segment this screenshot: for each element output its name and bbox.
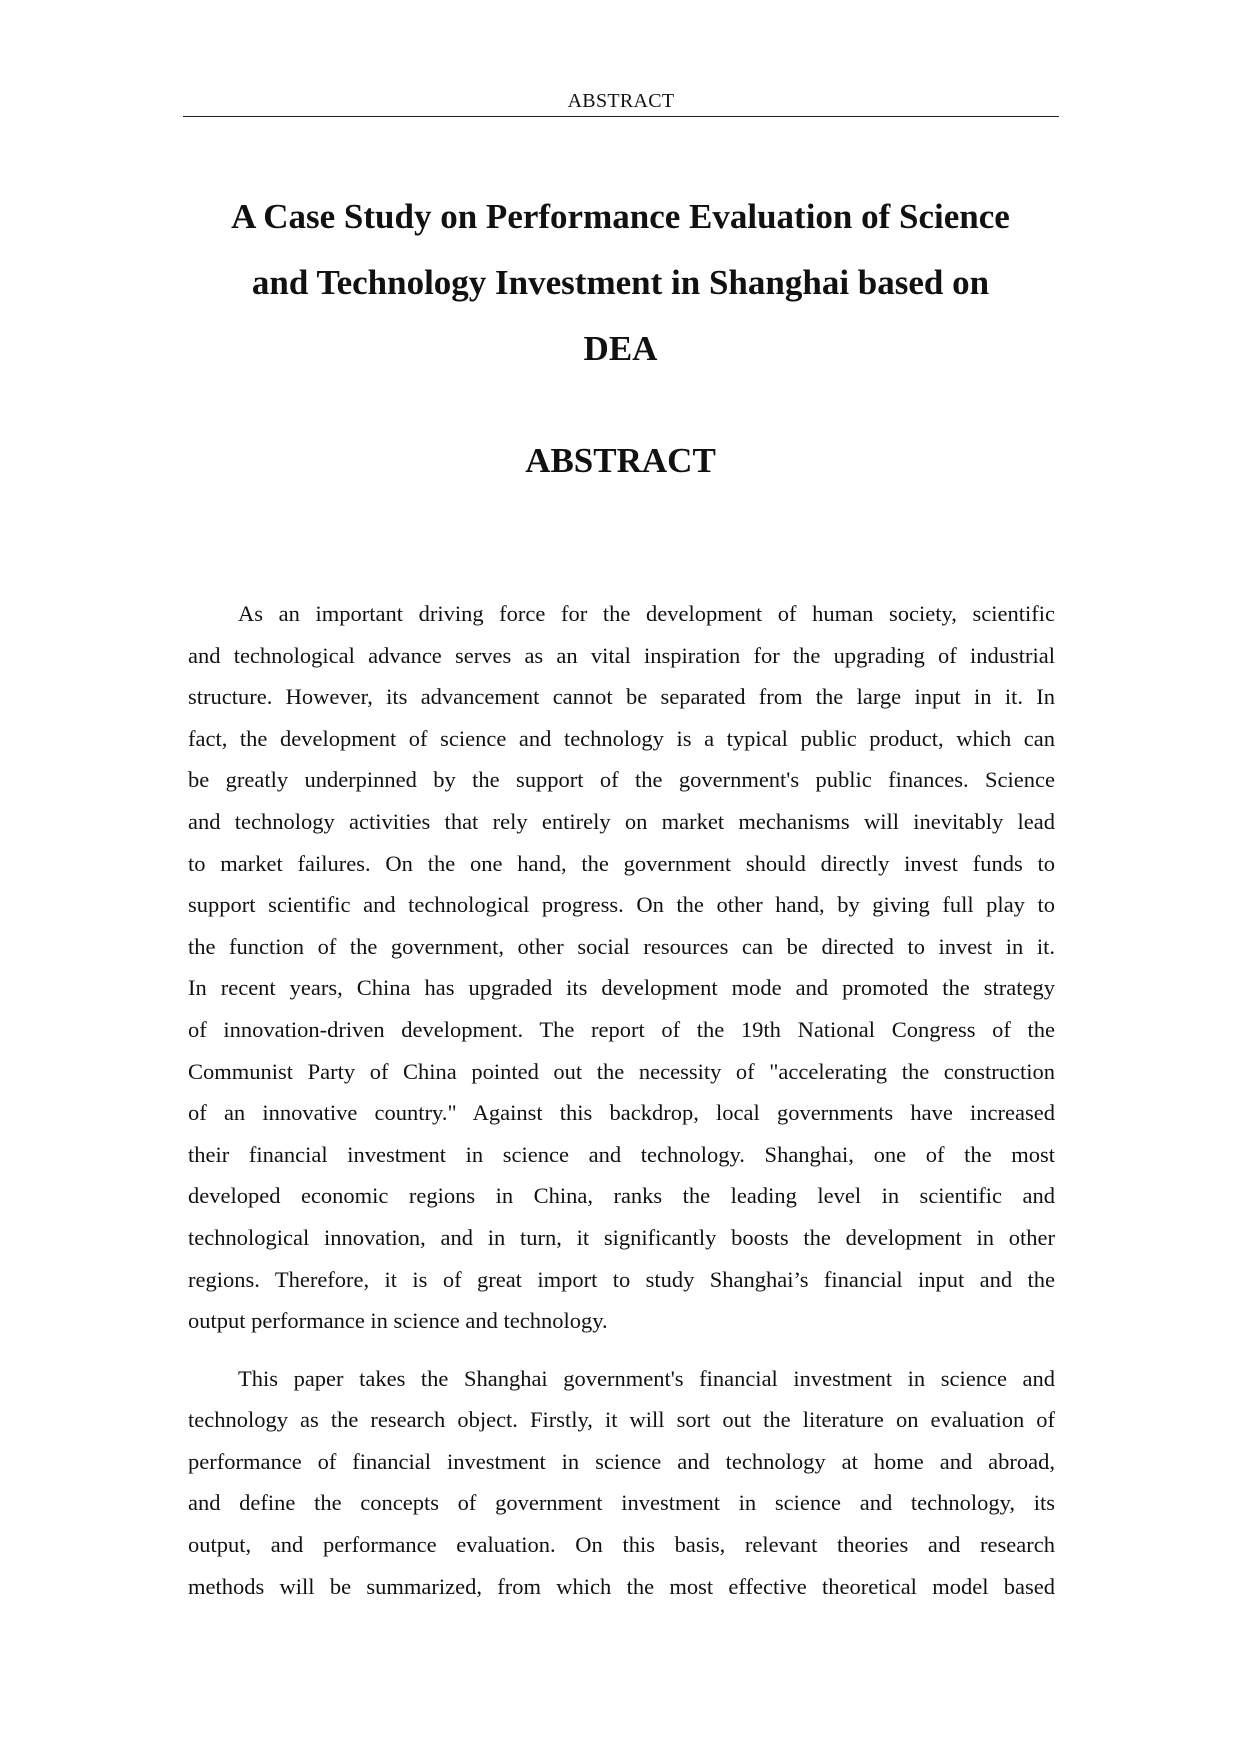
text-line: technological innovation, and in turn, it significantly boosts the development in other <box>188 1224 1055 1250</box>
text-line: methods will be summarized, from which the most effective theoretical model based <box>188 1573 1055 1599</box>
section-heading-abstract: ABSTRACT <box>525 441 716 480</box>
text-line: regions. Therefore, it is of great import to study Shanghai’s financial input and the <box>188 1266 1055 1292</box>
text-line: and technology activities that rely entirely on market mechanisms will inevitably lead <box>188 808 1055 834</box>
text-line: Communist Party of China pointed out the necessity of "accelerating the construction <box>188 1058 1055 1084</box>
title-line: and Technology Investment in Shanghai based on <box>251 263 990 302</box>
running-header: ABSTRACT <box>183 86 1059 117</box>
text-line: output performance in science and technology. <box>188 1308 608 1334</box>
text-line: support scientific and technological progress. On the other hand, by giving full play to <box>188 892 1055 918</box>
text-line: and define the concepts of government investment in science and technology, its <box>188 1490 1055 1516</box>
text-line: be greatly underpinned by the support of the government's public finances. Science <box>188 767 1055 793</box>
paragraph-2 <box>188 1358 1055 1608</box>
text-line: of an innovative country." Against this backdrop, local governments have increased <box>188 1100 1055 1126</box>
text-line: performance of financial investment in science and technology at home and abroad, <box>188 1448 1055 1474</box>
text-line: technology as the research object. Firstly, it will sort out the literature on evaluation of <box>188 1407 1055 1433</box>
text-line: the function of the government, other social resources can be directed to invest in it. <box>188 933 1055 959</box>
text-line: As an important driving force for the development of human society, scientific <box>238 601 1055 626</box>
text-line: developed economic regions in China, ranks the leading level in scientific and <box>188 1183 1055 1209</box>
paper-title <box>150 184 1091 382</box>
text-line: of innovation-driven development. The report of the 19th National Congress of the <box>188 1016 1055 1042</box>
text-line: output, and performance evaluation. On this basis, relevant theories and research <box>188 1532 1055 1558</box>
text-line: This paper takes the Shanghai government's financial investment in science and <box>238 1365 1055 1391</box>
text-line: In recent years, China has upgraded its development mode and promoted the strategy <box>188 975 1055 1001</box>
text-line: their financial investment in science and technology. Shanghai, one of the most <box>188 1141 1055 1167</box>
abstract-body <box>188 593 1055 1607</box>
text-line: and technological advance serves as an vital inspiration for the upgrading of industrial <box>188 642 1055 668</box>
text-line: to market failures. On the one hand, the government should directly invest funds to <box>188 850 1055 876</box>
title-line: A Case Study on Performance Evaluation of Science <box>231 197 1010 236</box>
paragraph-1 <box>188 593 1055 1342</box>
text-line: structure. However, its advancement cannot be separated from the large input in it. In <box>188 684 1055 710</box>
title-line: DEA <box>583 329 658 368</box>
text-line: fact, the development of science and technology is a typical public product, which can <box>188 725 1055 751</box>
